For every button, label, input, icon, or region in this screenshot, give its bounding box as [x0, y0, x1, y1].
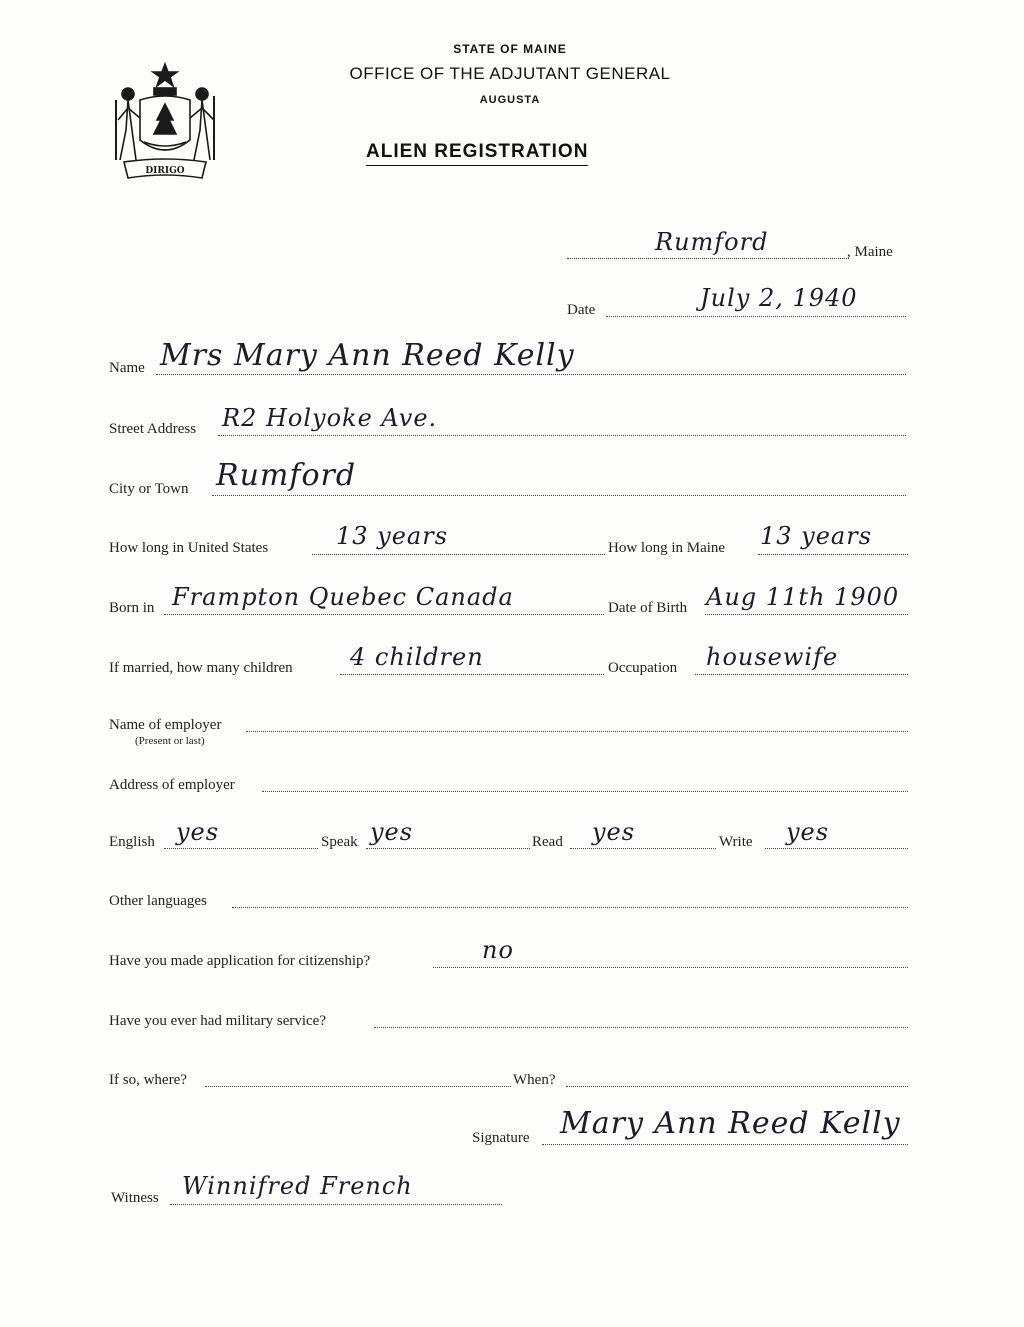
signature-label: Signature [472, 1130, 530, 1146]
city-label: City or Town [109, 481, 189, 497]
name-value[interactable]: Mrs Mary Ann Reed Kelly [160, 338, 575, 373]
born-in-line [164, 614, 604, 615]
military-line [374, 1027, 908, 1028]
military-label: Have you ever had military service? [109, 1013, 326, 1029]
how-long-us-value[interactable]: 13 years [336, 522, 449, 550]
citizenship-line [433, 967, 908, 968]
dob-line [705, 614, 908, 615]
city-value[interactable]: Rumford [216, 458, 357, 493]
children-label: If married, how many children [109, 660, 293, 676]
citizenship-label: Have you made application for citizenship? [109, 953, 371, 969]
english-line [164, 848, 318, 849]
street-line [218, 435, 906, 436]
signature-line [542, 1144, 908, 1145]
employer-address-line [262, 791, 908, 792]
date-value[interactable]: July 2, 1940 [700, 284, 858, 312]
witness-value[interactable]: Winnifred French [182, 1172, 413, 1200]
occupation-label: Occupation [608, 660, 678, 676]
born-in-value[interactable]: Frampton Quebec Canada [172, 583, 514, 611]
employer-note: (Present or last) [135, 735, 205, 747]
when-label: When? [513, 1072, 556, 1088]
employer-line [246, 731, 908, 732]
read-line [570, 848, 716, 849]
write-line [765, 848, 908, 849]
how-long-maine-label: How long in Maine [608, 540, 726, 556]
maine-label: , Maine [847, 244, 893, 260]
english-value[interactable]: yes [176, 818, 220, 846]
place-value[interactable]: Rumford [655, 228, 769, 256]
read-label: Read [532, 834, 563, 850]
children-line [340, 674, 604, 675]
write-label: Write [719, 834, 753, 850]
form-title: ALIEN REGISTRATION [366, 141, 588, 166]
street-value[interactable]: R2 Holyoke Ave. [222, 404, 438, 432]
speak-value[interactable]: yes [370, 818, 414, 846]
city-line [212, 495, 906, 496]
office-heading: OFFICE OF THE ADJUTANT GENERAL [349, 64, 671, 83]
how-long-maine-line [758, 554, 908, 555]
dob-label: Date of Birth [608, 600, 688, 616]
name-line [156, 374, 906, 375]
signature-value[interactable]: Mary Ann Reed Kelly [560, 1106, 901, 1141]
place-line [567, 258, 849, 259]
how-long-us-label: How long in United States [109, 540, 269, 556]
state-heading: STATE OF MAINE [453, 42, 567, 56]
speak-label: Speak [321, 834, 358, 850]
other-languages-label: Other languages [109, 893, 207, 909]
when-line [566, 1086, 908, 1087]
witness-label: Witness [111, 1190, 159, 1206]
dob-value[interactable]: Aug 11th 1900 [706, 583, 900, 611]
date-label: Date [567, 302, 596, 318]
employer-address-label: Address of employer [109, 777, 235, 793]
name-label: Name [109, 360, 145, 376]
how-long-us-line [312, 554, 605, 555]
children-value[interactable]: 4 children [350, 643, 484, 671]
date-line [606, 316, 906, 317]
occupation-value[interactable]: housewife [706, 643, 839, 671]
maine-state-seal [110, 60, 220, 185]
read-value[interactable]: yes [592, 818, 636, 846]
speak-line [366, 848, 530, 849]
where-line [205, 1086, 511, 1087]
witness-line [170, 1204, 502, 1205]
street-label: Street Address [109, 421, 197, 437]
occupation-line [695, 674, 908, 675]
city-heading: AUGUSTA [479, 94, 541, 106]
other-languages-line [232, 907, 908, 908]
seal-motto: DIRIGO [145, 166, 185, 176]
english-label: English [109, 834, 155, 850]
citizenship-value[interactable]: no [482, 936, 514, 964]
how-long-maine-value[interactable]: 13 years [760, 522, 873, 550]
write-value[interactable]: yes [786, 818, 830, 846]
where-label: If so, where? [109, 1072, 187, 1088]
employer-label: Name of employer [109, 717, 222, 733]
born-in-label: Born in [109, 600, 155, 616]
